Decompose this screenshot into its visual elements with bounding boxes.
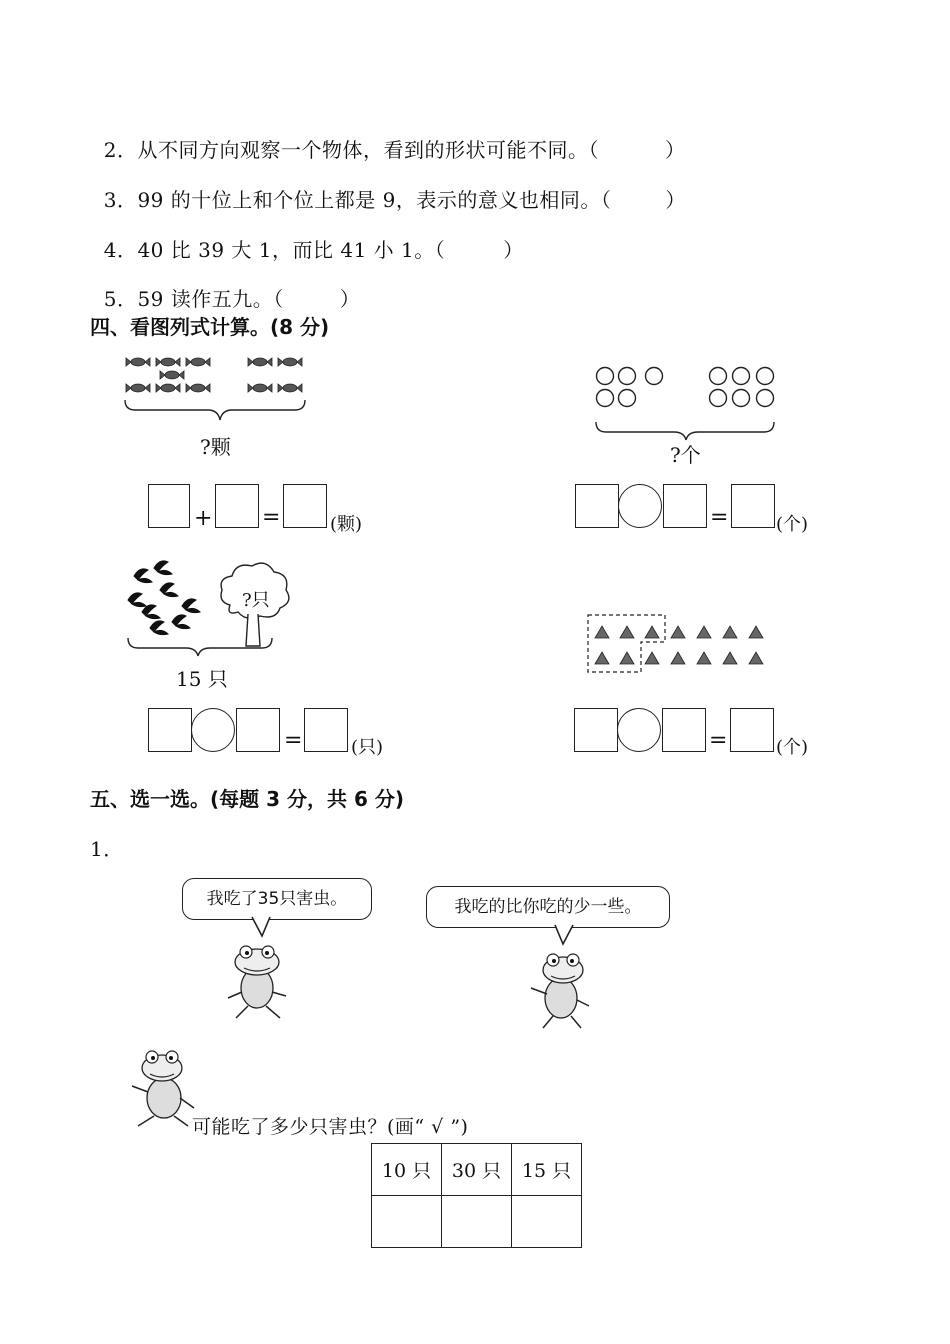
options-row bbox=[372, 1144, 582, 1196]
frog-icon bbox=[128, 1046, 198, 1130]
answer-box[interactable] bbox=[304, 708, 348, 752]
frog-icon bbox=[222, 942, 292, 1022]
equals-sign: = bbox=[262, 505, 281, 530]
answer-box[interactable] bbox=[236, 708, 280, 752]
frog-icon bbox=[525, 950, 595, 1032]
bubble-2-text: 我吃的比你吃的少一些。 bbox=[454, 897, 642, 917]
answer-cell[interactable] bbox=[372, 1196, 442, 1248]
answer-box[interactable] bbox=[215, 484, 259, 528]
answer-cell[interactable] bbox=[442, 1196, 512, 1248]
operator-circle[interactable] bbox=[618, 484, 662, 528]
answer-box[interactable] bbox=[148, 484, 190, 528]
answer-box[interactable] bbox=[731, 484, 775, 528]
answer-cell[interactable] bbox=[512, 1196, 582, 1248]
plus-sign: + bbox=[194, 506, 213, 531]
item-number: 5． bbox=[103, 287, 138, 311]
item-close: ） bbox=[664, 138, 686, 162]
operator-circle[interactable] bbox=[191, 708, 235, 752]
item-number: 2． bbox=[103, 138, 138, 162]
brace bbox=[125, 400, 305, 420]
choice-question: 可能吃了多少只害虫？(画“ √ ”) bbox=[192, 1116, 469, 1138]
judge-item-5 bbox=[90, 259, 360, 312]
speech-bubble-2 bbox=[426, 886, 670, 928]
circles-figure bbox=[590, 362, 780, 442]
answer-row bbox=[372, 1196, 582, 1248]
bubble-1-text: 我吃了35只害虫。 bbox=[206, 889, 348, 909]
birds-tree-figure bbox=[120, 550, 310, 660]
item-close: ） bbox=[503, 238, 524, 262]
p3-unit: (只) bbox=[351, 737, 384, 758]
p1-unit: (颗) bbox=[330, 514, 363, 535]
circle-items bbox=[597, 368, 774, 407]
answer-box[interactable] bbox=[283, 484, 327, 528]
p2-unit: (个) bbox=[776, 514, 809, 535]
p4-unit: (个) bbox=[776, 737, 809, 758]
answer-box[interactable] bbox=[575, 484, 619, 528]
p3-total-label: 15 只 bbox=[176, 667, 228, 691]
item-close: ） bbox=[665, 188, 686, 212]
triangle-items bbox=[595, 626, 763, 664]
p2-question-label: ?个 bbox=[670, 443, 701, 467]
item-number: 3． bbox=[103, 188, 138, 212]
candy-icons bbox=[126, 358, 302, 392]
section-5-heading: 五、选一选。(每题 3 分，共 6 分) bbox=[90, 787, 404, 811]
tree-question-label: ?只 bbox=[242, 590, 270, 611]
answer-box[interactable] bbox=[148, 708, 192, 752]
answer-box[interactable] bbox=[730, 708, 774, 752]
speech-bubble-1 bbox=[182, 878, 372, 920]
operator-circle[interactable] bbox=[617, 708, 661, 752]
choice-table bbox=[371, 1143, 582, 1248]
bubble-2-tail bbox=[553, 924, 577, 948]
option-cell: 15 只 bbox=[512, 1144, 582, 1196]
section-4-heading: 四、看图列式计算。(8 分) bbox=[90, 315, 330, 339]
item-text: 40 比 39 大 1，而比 41 小 1。（ bbox=[137, 238, 446, 262]
equals-sign: = bbox=[284, 728, 303, 753]
equals-sign: = bbox=[709, 728, 728, 753]
item-text: 从不同方向观察一个物体，看到的形状可能不同。（ bbox=[137, 138, 599, 162]
judge-item-2 bbox=[90, 110, 685, 163]
bird-icons bbox=[128, 561, 200, 635]
triangles-figure bbox=[585, 612, 780, 677]
p1-question-label: ?颗 bbox=[200, 435, 231, 459]
judge-item-4 bbox=[90, 210, 524, 263]
option-cell: 10 只 bbox=[372, 1144, 442, 1196]
answer-box[interactable] bbox=[574, 708, 618, 752]
equals-sign: = bbox=[710, 505, 729, 530]
item-close: ） bbox=[339, 287, 361, 311]
item-text: 99 的十位上和个位上都是 9，表示的意义也相同。（ bbox=[137, 188, 612, 212]
brace bbox=[596, 422, 774, 440]
answer-box[interactable] bbox=[662, 708, 706, 752]
item-number: 4． bbox=[103, 238, 138, 262]
judge-item-3 bbox=[90, 160, 686, 213]
answer-box[interactable] bbox=[663, 484, 707, 528]
question-number: 1． bbox=[90, 837, 124, 861]
candies-figure bbox=[120, 352, 320, 434]
item-text: 59 读作五九。（ bbox=[137, 287, 284, 311]
option-cell: 30 只 bbox=[442, 1144, 512, 1196]
bubble-1-tail bbox=[250, 916, 274, 940]
